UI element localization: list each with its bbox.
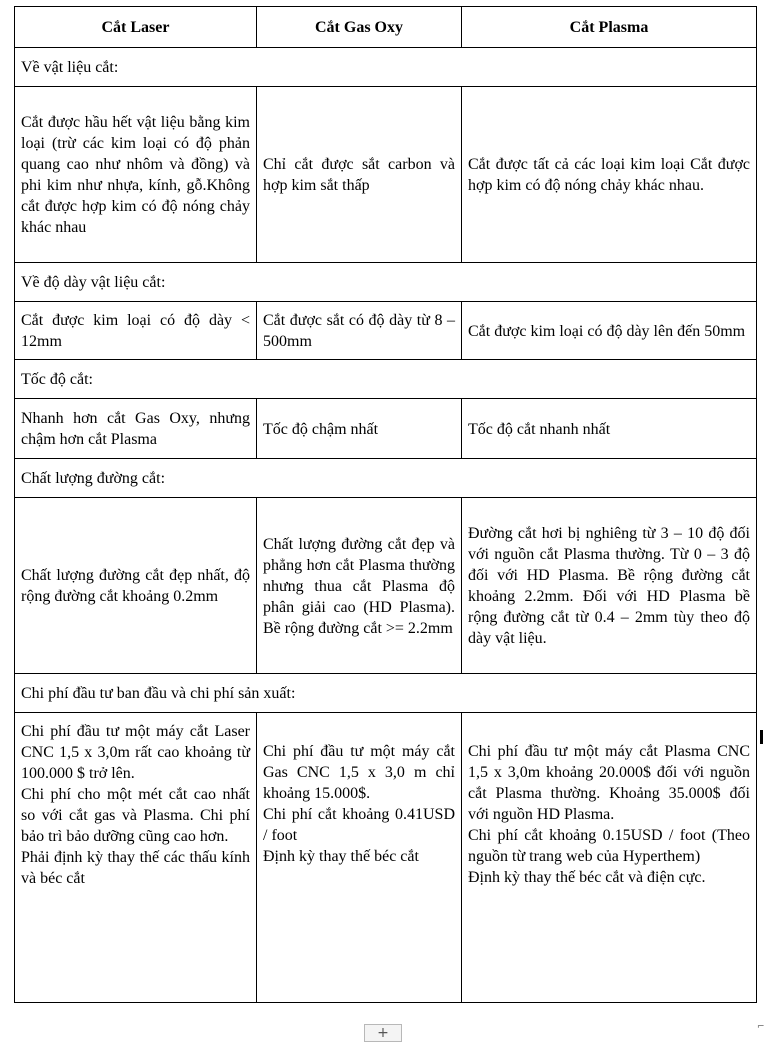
cell-plasma: Cắt được kim loại có độ dày lên đến 50mm (462, 302, 757, 360)
plasma-maintenance: Định kỳ thay thế béc cắt và điện cực. (468, 869, 706, 886)
gas-maintenance: Định kỳ thay thế béc cắt (263, 848, 419, 865)
comparison-table (14, 6, 757, 1003)
cell-plasma (462, 713, 757, 1003)
table-row (15, 713, 757, 1003)
laser-running-cost: Chi phí cho một mét cắt cao nhất so với cắt gas và Plasma. Chi phí bảo trì bảo dưỡng cũng cao hơn. (21, 786, 250, 845)
cell-plasma: Tốc độ cắt nhanh nhất (462, 399, 757, 459)
section-title: Chất lượng đường cắt: (15, 459, 757, 498)
section-title: Tốc độ cắt: (15, 360, 757, 399)
header-row (15, 7, 757, 48)
cell-gas-oxy: Chỉ cắt được sắt carbon và hợp kim sắt thấp (257, 87, 462, 263)
laser-maintenance: Phải định kỳ thay thế các thấu kính và béc cắt (21, 849, 250, 887)
section-row-thickness (15, 263, 757, 302)
add-row-button[interactable]: + (364, 1024, 402, 1042)
cell-laser: Cắt được hầu hết vật liệu bằng kim loại (trừ các kim loại có độ phản quang cao như nhôm và đồng) và phi kim như nhựa, kính, gỗ.Không cắt được hợp kim có độ nóng chảy khác nhau (15, 87, 257, 263)
section-row-material (15, 48, 757, 87)
plasma-investment: Chi phí đầu tư một máy cắt Plasma CNC 1,5 x 3,0m khoảng 20.000$ đối với nguồn cắt Plasma thường. Khoảng 35.000$ đối với nguồn HD Plasma. (468, 743, 750, 823)
header-gas-oxy: Cắt Gas Oxy (257, 7, 462, 48)
resize-corner-icon[interactable]: ⌐ (757, 1022, 765, 1032)
cell-plasma: Cắt được tất cả các loại kim loại Cắt được hợp kim có độ nóng chảy khác nhau. (462, 87, 757, 263)
section-title: Chi phí đầu tư ban đầu và chi phí sản xuất: (15, 674, 757, 713)
cell-laser (15, 713, 257, 1003)
section-title: Về độ dày vật liệu cắt: (15, 263, 757, 302)
header-plasma: Cắt Plasma (462, 7, 757, 48)
section-row-cost (15, 674, 757, 713)
header-laser: Cắt Laser (15, 7, 257, 48)
cell-laser: Cắt được kim loại có độ dày < 12mm (15, 302, 257, 360)
gas-running-cost: Chi phí cắt khoảng 0.41USD / foot (263, 806, 455, 844)
cell-laser: Chất lượng đường cắt đẹp nhất, độ rộng đường cắt khoảng 0.2mm (15, 498, 257, 674)
cell-gas-oxy: Tốc độ chậm nhất (257, 399, 462, 459)
plasma-running-cost: Chi phí cắt khoảng 0.15USD / foot (Theo nguồn từ trang web của Hyperthem) (468, 827, 750, 865)
section-row-speed (15, 360, 757, 399)
table-row (15, 87, 757, 263)
section-row-cut-quality (15, 459, 757, 498)
table-row (15, 399, 757, 459)
laser-investment: Chi phí đầu tư một máy cắt Laser CNC 1,5 x 3,0m rất cao khoảng từ 100.000 $ trở lên. (21, 723, 250, 782)
cell-laser: Nhanh hơn cắt Gas Oxy, nhưng chậm hơn cắt Plasma (15, 399, 257, 459)
cell-gas-oxy: Chất lượng đường cắt đẹp và phẳng hơn cắt Plasma thường nhưng thua cắt Plasma độ phân giải cao (HD Plasma). Bề rộng đường cắt >= 2.2mm (257, 498, 462, 674)
cell-plasma: Đường cắt hơi bị nghiêng từ 3 – 10 độ đối với nguồn cắt Plasma thường. Từ 0 – 3 độ đối với HD Plasma. Bề rộng đường cắt khoảng 2.2mm. Đối với HD Plasma bề rộng đường cắt từ 0.4 – 2mm tùy theo độ dày vật liệu. (462, 498, 757, 674)
gas-investment: Chi phí đầu tư một máy cắt Gas CNC 1,5 x 3,0 m chỉ khoảng 15.000$. (263, 743, 455, 802)
cell-gas-oxy: Cắt được sắt có độ dày từ 8 – 500mm (257, 302, 462, 360)
cell-gas-oxy (257, 713, 462, 1003)
text-cursor-marker (760, 730, 763, 744)
section-title: Về vật liệu cắt: (15, 48, 757, 87)
table-row (15, 302, 757, 360)
table-row (15, 498, 757, 674)
